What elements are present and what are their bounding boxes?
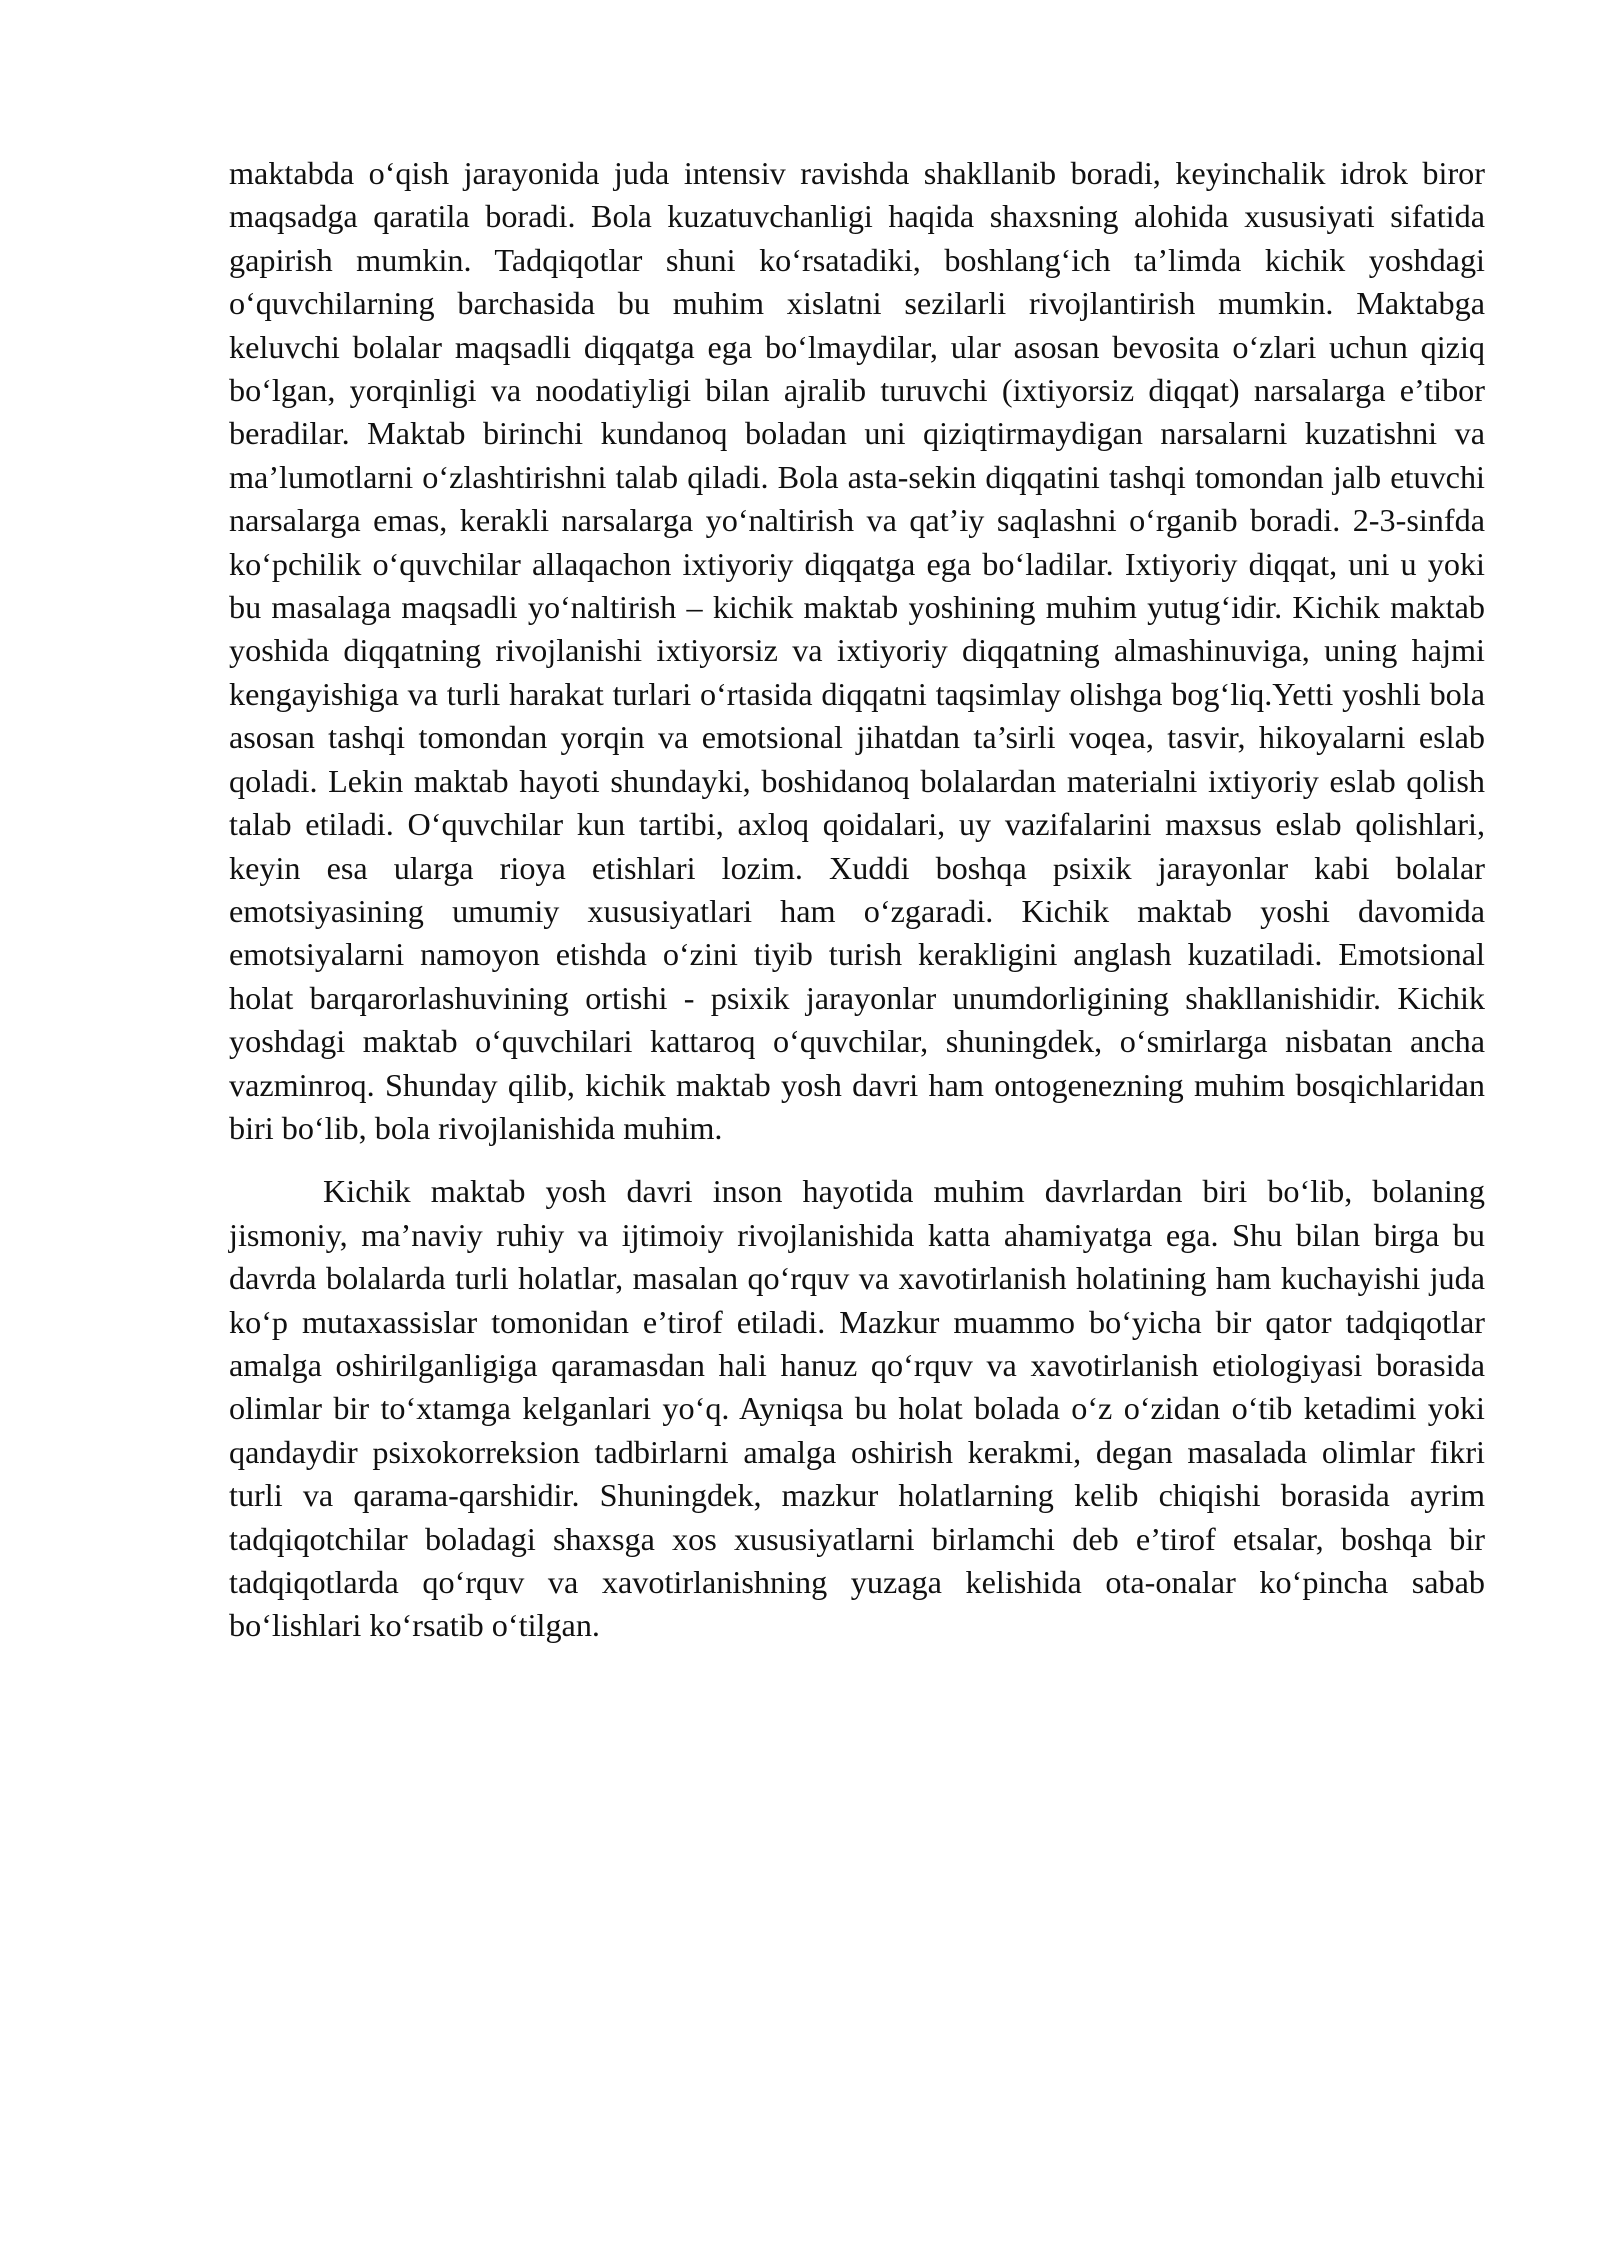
document-body — [229, 152, 1485, 1648]
paragraph-2: Kichik maktab yosh davri inson hayotida muhim davrlardan biri bo‘lib, bolaning jismoniy, ma’naviy ruhiy va ijtimoiy rivojlanishida katta ahamiyatga ega. Shu bilan birga bu davrda bolalarda turli holatlar, masalan qo‘rquv va xavotirlanish holatining ham kuchayishi juda ko‘p mutaxassislar tomonidan e’tirof etiladi. Mazkur muammo bo‘yicha bir qator tadqiqotlar amalga oshirilganligiga qaramasdan hali hanuz qo‘rquv va xavotirlanish etiologiyasi borasida olimlar bir to‘xtamga kelganlari yo‘q. Ayniqsa bu holat bolada o‘z o‘zidan o‘tib ketadimi yoki qandaydir psixokorreksion tadbirlarni amalga oshirish kerakmi, degan masalada olimlar fikri turli va qarama-qarshidir. Shuningdek, mazkur holatlarning kelib chiqishi borasida ayrim tadqiqotchilar boladagi shaxsga xos xususiyatlarni birlamchi deb e’tirof etsalar, boshqa bir tadqiqotlarda qo‘rquv va xavotirlanishning yuzaga kelishida ota-onalar ko‘pincha sabab bo‘lishlari ko‘rsatib o‘tilgan. — [229, 1173, 1485, 1644]
paragraph-1: maktabda o‘qish jarayonida juda intensiv ravishda shakllanib boradi, keyinchalik idrok biror maqsadga qaratila boradi. Bola kuzatuvchanligi haqida shaxsning alohida xususiyati sifatida gapirish mumkin. Tadqiqotlar shuni ko‘rsatadiki, boshlang‘ich ta’limda kichik yoshdagi o‘quvchilarning barchasida bu muhim xislatni sezilarli rivojlantirish mumkin. Maktabga keluvchi bolalar maqsadli diqqatga ega bo‘lmaydilar, ular asosan bevosita o‘zlari uchun qiziq bo‘lgan, yorqinligi va noodatiyligi bilan ajralib turuvchi (ixtiyorsiz diqqat) narsalarga e’tibor beradilar. Maktab birinchi kundanoq boladan uni qiziqtirmaydigan narsalarni kuzatishni va ma’lumotlarni o‘zlashtirishni talab qiladi. Bola asta-sekin diqqatini tashqi tomondan jalb etuvchi narsalarga emas, kerakli narsalarga yo‘naltirish va qat’iy saqlashni o‘rganib boradi. 2-3-sinfda ko‘pchilik o‘quvchilar allaqachon ixtiyoriy diqqatga ega bo‘ladilar. Ixtiyoriy diqqat, uni u yoki bu masalaga maqsadli yo‘naltirish – kichik maktab yoshining muhim yutug‘idir. Kichik maktab yoshida diqqatning rivojlanishi ixtiyorsiz va ixtiyoriy diqqatning almashinuviga, uning hajmi kengayishiga va turli harakat turlari o‘rtasida diqqatni taqsimlay olishga bog‘liq.Yetti yoshli bola asosan tashqi tomondan yorqin va emotsional jihatdan ta’sirli voqea, tasvir, hikoyalarni eslab qoladi. Lekin maktab hayoti shundayki, boshidanoq bolalardan materialni ixtiyoriy eslab qolish talab etiladi. O‘quvchilar kun tartibi, axloq qoidalari, uy vazifalarini maxsus eslab qolishlari, keyin esa ularga rioya etishlari lozim. Xuddi boshqa psixik jarayonlar kabi bolalar emotsiyasining umumiy xususiyatlari ham o‘zgaradi. Kichik maktab yoshi davomida emotsiyalarni namoyon etishda o‘zini tiyib turish kerakligini anglash kuzatiladi. Emotsional holat barqarorlashuvining ortishi - psixik jarayonlar unumdorligining shakllanishidir. Kichik yoshdagi maktab o‘quvchilari kattaroq o‘quvchilar, shuningdek, o‘smirlarga nisbatan ancha vazminroq. Shunday qilib, kichik maktab yosh davri ham ontogenezning muhim bosqichlaridan biri bo‘lib, bola rivojlanishida muhim. — [229, 155, 1485, 1146]
